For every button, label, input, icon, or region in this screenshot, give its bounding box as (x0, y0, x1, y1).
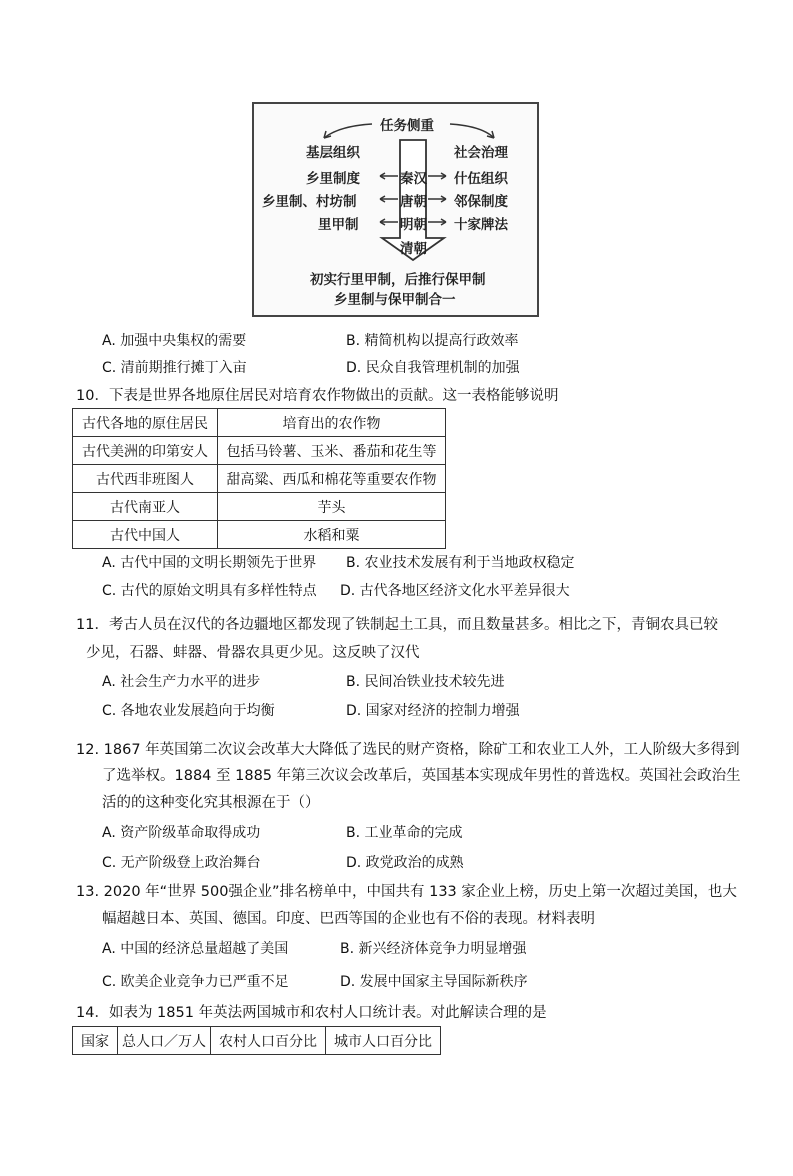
q10-stem: 10．下表是世界各地原住居民对培育农作物做出的贡献。这一表格能够说明 (76, 388, 559, 404)
q10-option-b: B. 农业技术发展有利于当地政权稳定 (346, 555, 575, 571)
table-header-cell: 古代各地的原住居民 (73, 409, 218, 437)
table-cell: 芋头 (218, 493, 446, 521)
table-header-cell: 总人口／万人 (118, 1027, 211, 1055)
left-arrows (380, 173, 398, 225)
q9-option-a: A. 加强中央集权的需要 (102, 333, 247, 349)
q10-crop-table (72, 408, 446, 549)
table-cell: 古代南亚人 (73, 493, 218, 521)
diagram-left-header: 基层组织 (306, 145, 360, 161)
table-header-cell: 农村人口百分比 (211, 1027, 326, 1055)
table-header-cell: 城市人口百分比 (326, 1027, 441, 1055)
q13-option-d: D. 发展中国家主导国际新秩序 (340, 974, 528, 990)
administrative-system-diagram (252, 102, 539, 317)
diagram-footer-line2: 乡里制与保甲制合一 (334, 292, 456, 308)
table-header-row (73, 409, 446, 437)
q13-option-a: A. 中国的经济总量超越了美国 (102, 941, 289, 957)
table-row (73, 521, 446, 549)
right-item: 十家牌法 (454, 217, 508, 233)
dynasty-label: 明朝 (400, 217, 427, 233)
diagram-footer-line1: 初实行里甲制，后推行保甲制 (310, 272, 486, 288)
q10-option-d: D. 古代各地区经济文化水平差异很大 (340, 583, 570, 599)
dynasty-label: 秦汉 (400, 171, 427, 187)
diagram-top-label: 任务侧重 (380, 118, 434, 134)
q11-option-a: A. 社会生产力水平的进步 (102, 674, 261, 690)
q13-option-c: C. 欧美企业竞争力已严重不足 (102, 974, 289, 990)
q12-stem-line1: 12. 1867 年英国第二次议会改革大大降低了选民的财产资格，除矿工和农业工人外，工人阶级大多得到 (76, 742, 740, 758)
q12-stem-line3: 活的的这种变化究其根源在于（） (102, 795, 320, 811)
table-header-row (73, 1027, 441, 1055)
table-cell: 包括马铃薯、玉米、番茄和花生等 (218, 437, 446, 465)
q12-option-a: A. 资产阶级革命取得成功 (102, 825, 261, 841)
q13-stem-line1: 13. 2020 年“世界 500强企业”排名榜单中，中国共有 133 家企业上榜，历史上第一次超过美国，也大 (76, 884, 737, 900)
q12-stem-line2: 了选举权。1884 至 1885 年第三次议会改革后，英国基本实现成年男性的普选权。英国社会政治生 (102, 768, 741, 784)
q12-option-d: D. 政党政治的成熟 (346, 855, 464, 871)
left-item: 乡里制度 (306, 171, 360, 187)
q11-option-d: D. 国家对经济的控制力增强 (346, 703, 520, 719)
table-header-cell: 国家 (73, 1027, 118, 1055)
table-cell: 甜高粱、西瓜和棉花等重要农作物 (218, 465, 446, 493)
dynasty-label: 唐朝 (400, 194, 427, 210)
left-curve-arrow (324, 124, 372, 138)
q10-option-c: C. 古代的原始文明具有多样性特点 (102, 583, 317, 599)
right-item: 邻保制度 (454, 194, 508, 210)
q12-option-c: C. 无产阶级登上政治舞台 (102, 855, 261, 871)
q9-option-c: C. 清前期推行摊丁入亩 (102, 360, 247, 376)
table-cell: 水稻和粟 (218, 521, 446, 549)
left-item: 里甲制 (318, 217, 359, 233)
q12-option-b: B. 工业革命的完成 (346, 825, 463, 841)
table-row (73, 437, 446, 465)
table-row (73, 493, 446, 521)
q11-stem-line2: 少见，石器、蚌器、骨器农具更少见。这反映了汉代 (86, 645, 420, 661)
q11-option-b: B. 民间冶铁业技术较先进 (346, 674, 505, 690)
q11-option-c: C. 各地农业发展趋向于均衡 (102, 703, 275, 719)
q9-option-b: B. 精简机构以提高行政效率 (346, 333, 519, 349)
right-item: 什伍组织 (454, 171, 508, 187)
q14-population-table (72, 1026, 441, 1055)
right-arrows (428, 173, 446, 225)
left-item: 乡里制、村坊制 (262, 194, 357, 210)
table-cell: 古代美洲的印第安人 (73, 437, 218, 465)
q13-stem-line2: 幅超越日本、英国、德国。印度、巴西等国的企业也有不俗的表现。材料表明 (102, 911, 595, 927)
table-header-cell: 培育出的农作物 (218, 409, 446, 437)
q9-option-d: D. 民众自我管理机制的加强 (346, 360, 520, 376)
table-cell: 古代西非班图人 (73, 465, 218, 493)
q13-option-b: B. 新兴经济体竞争力明显增强 (340, 941, 527, 957)
q14-stem: 14．如表为 1851 年英法两国城市和农村人口统计表。对此解读合理的是 (76, 1005, 547, 1021)
diagram-right-header: 社会治理 (454, 145, 508, 161)
table-row (73, 465, 446, 493)
dynasty-label: 清朝 (400, 241, 427, 257)
table-cell: 古代中国人 (73, 521, 218, 549)
q10-option-a: A. 古代中国的文明长期领先于世界 (102, 555, 317, 571)
q11-stem-line1: 11．考古人员在汉代的各边疆地区都发现了铁制起土工具，而且数量甚多。相比之下，青铜农具已较 (76, 617, 718, 633)
